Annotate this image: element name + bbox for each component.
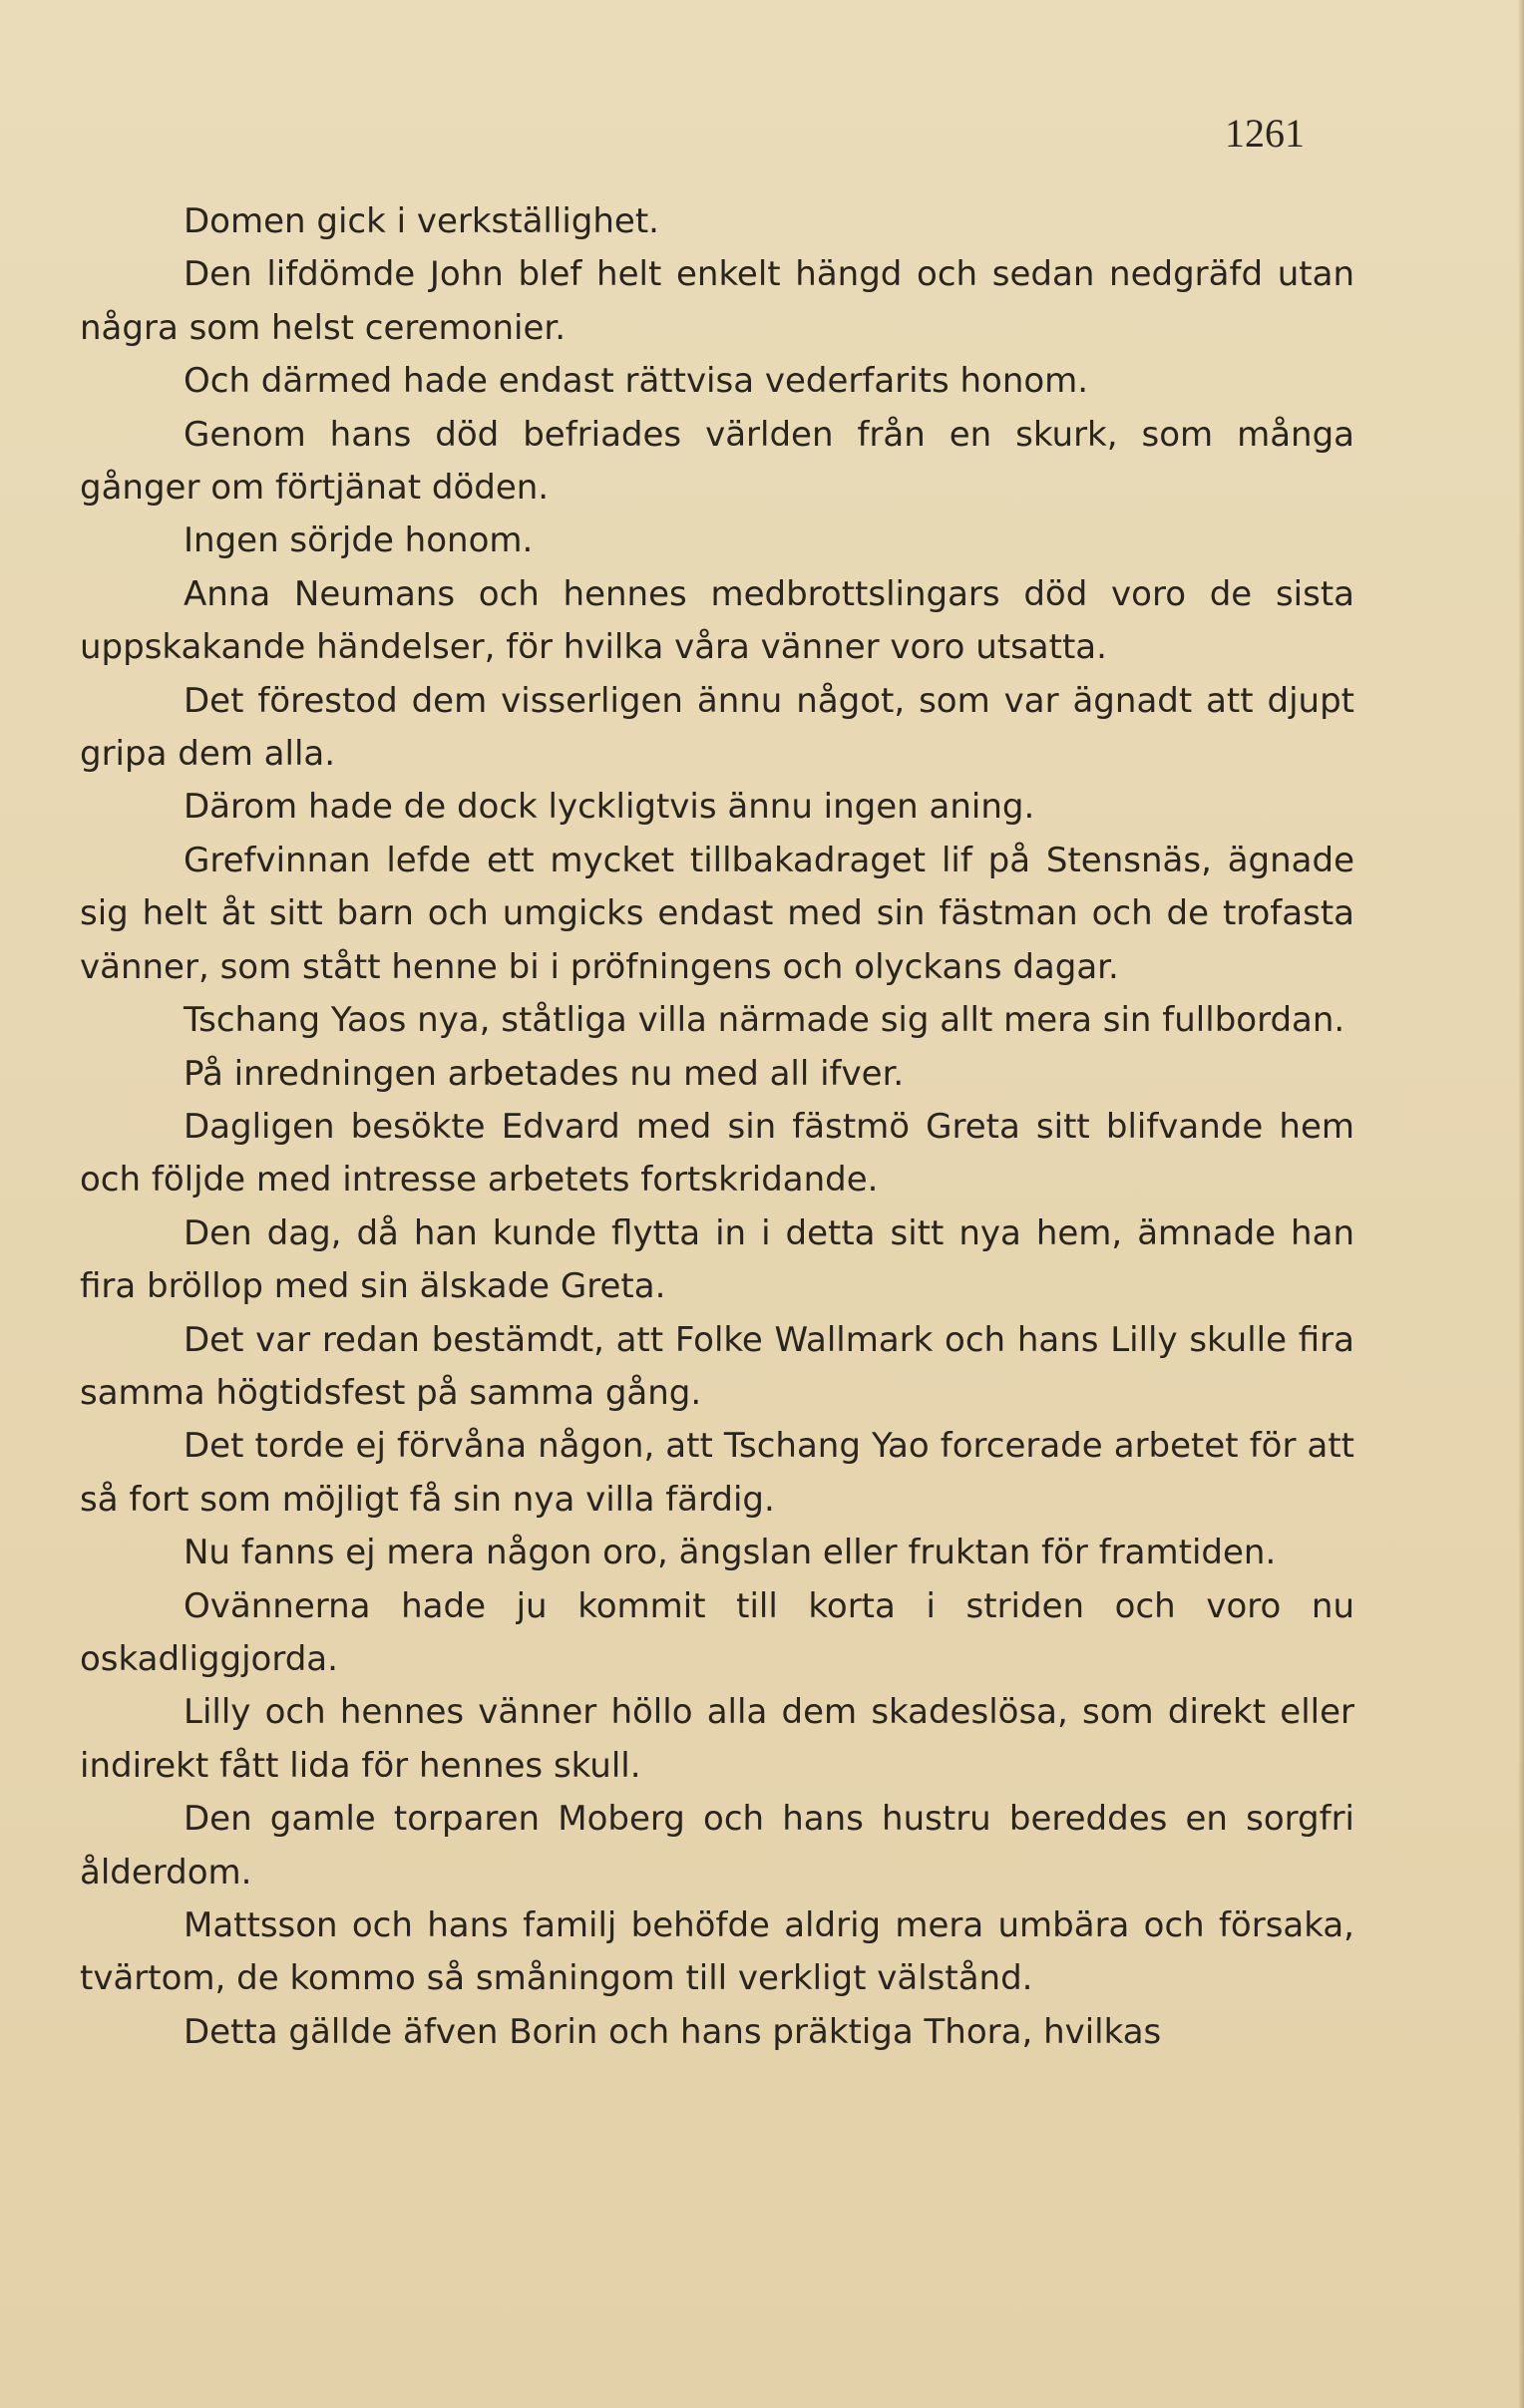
paragraph: Ovännerna hade ju kommit till korta i striden och voro nu oskadliggjorda.: [80, 1585, 1354, 1679]
paragraph: Anna Neumans och hennes medbrottslingars död voro de sista uppskakande händelser, för hvilka våra vänner voro utsatta.: [80, 573, 1354, 668]
paragraph: Dagligen besökte Edvard med sin fästmö Greta sitt blifvande hem och följde med intresse arbetets fortskridande.: [80, 1106, 1354, 1201]
paragraph: Ingen sörjde honom.: [184, 520, 534, 561]
paragraph: Lilly och hennes vänner höllo alla dem skadeslösa, som direkt eller indirekt fått lida för hennes skull.: [80, 1692, 1354, 1786]
paragraph: Därom hade de dock lyckligtvis ännu ingen aning.: [184, 787, 1035, 828]
paragraph: Genom hans död befriades världen från en skurk, som många gånger om förtjänat döden.: [80, 414, 1354, 509]
paragraph: Mattsson och hans familj behöfde aldrig mera umbära och försaka, tvärtom, de kommo så småningom till verkligt välstånd.: [80, 1905, 1354, 1999]
paragraph: Nu fanns ej mera någon oro, ängslan eller fruktan för framtiden.: [184, 1533, 1277, 1573]
paragraph: Det var redan bestämdt, att Folke Wallmark och hans Lilly skulle fira samma högtidsfest på samma gång.: [80, 1319, 1354, 1413]
paragraph: Det förestod dem visserligen ännu något, som var ägnadt att djupt gripa dem alla.: [80, 680, 1354, 775]
text-body: [80, 195, 1354, 2059]
paragraph: Den gamle torparen Moberg och hans hustru bereddes en sorgfri ålderdom.: [80, 1799, 1354, 1892]
paragraph: Grefvinnan lefde ett mycket tillbakadraget lif på Stensnäs, ägnade sig helt åt sitt barn och umgicks endast med sin fästman och de trofasta vänner, som stått henne bi i pröfningens och olyckans dagar.: [80, 840, 1354, 987]
paragraph: Den dag, då han kunde flytta in i detta sitt nya hem, ämnade han fira bröllop med sin älskade Greta.: [80, 1212, 1354, 1307]
paragraph: Tschang Yaos nya, ståtliga villa närmade sig allt mera sin fullbordan.: [184, 1000, 1345, 1041]
paragraph: Den lifdömde John blef helt enkelt hängd och sedan nedgräfd utan några som helst ceremonier.: [80, 254, 1354, 348]
paragraph: Det torde ej förvåna någon, att Tschang Yao forcerade arbetet för att så fort som möjligt få sin nya villa färdig.: [80, 1426, 1354, 1520]
paragraph: Och därmed hade endast rättvisa vederfarits honom.: [184, 361, 1089, 402]
paragraph: På inredningen arbetades nu med all ifver.: [184, 1053, 905, 1094]
paragraph: Detta gällde äfven Borin och hans präktiga Thora, hvilkas: [184, 2011, 1162, 2052]
page-number: 1261: [1225, 111, 1305, 156]
paragraph: Domen gick i verkställighet.: [184, 201, 659, 241]
